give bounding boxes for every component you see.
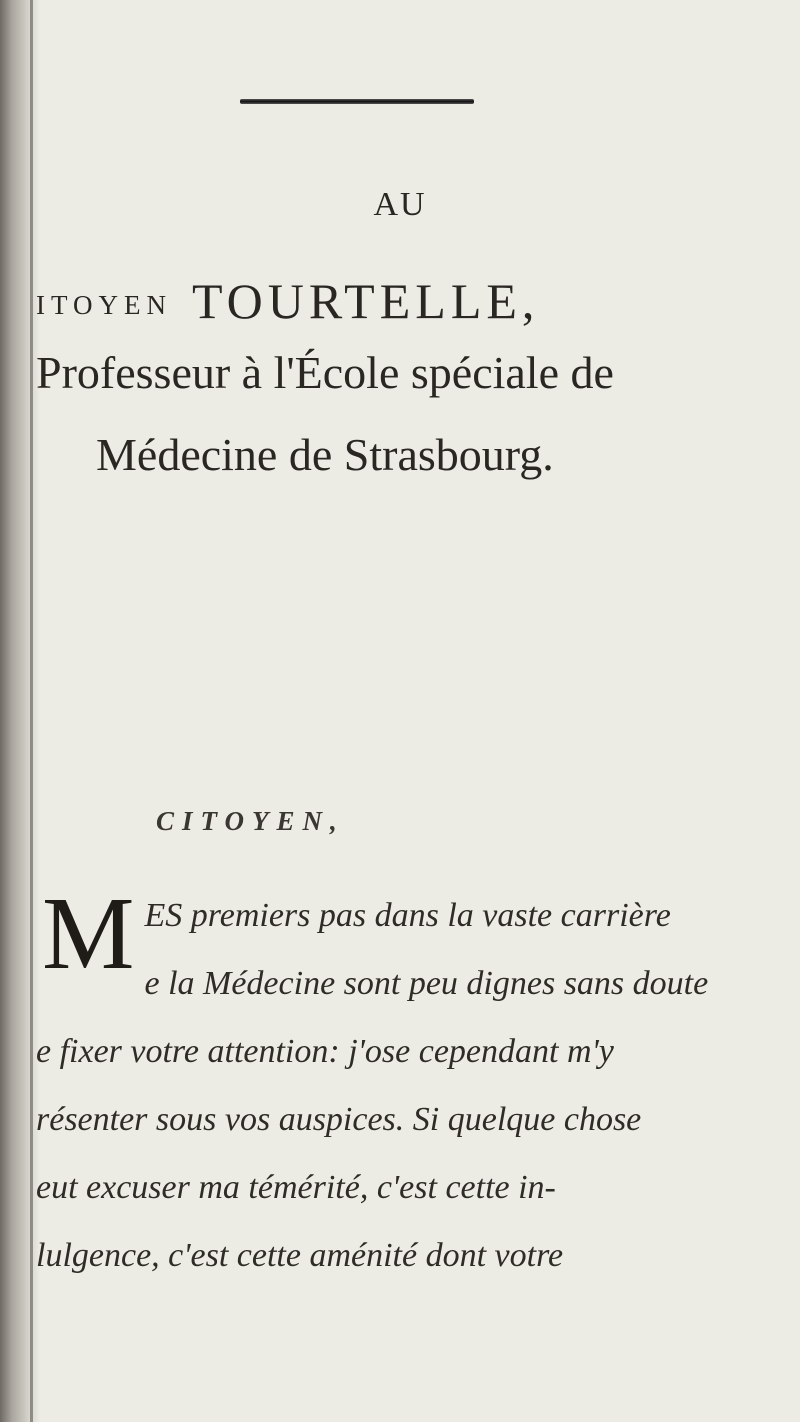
letter-line: e la Médecine sont peu dignes sans doute — [144, 965, 709, 1002]
letter-line: ES premiers pas dans la vaste carrière — [144, 897, 671, 934]
dedication-header: AU — [373, 186, 427, 223]
drop-cap: M — [42, 876, 135, 991]
letter-line: lulgence, c'est cette aménité dont votre — [36, 1237, 564, 1274]
letter-body — [36, 876, 796, 1290]
dedicatee-prefix: ITOYEN — [36, 290, 172, 320]
letter-line: e fixer votre attention: j'ose cependant m'y — [36, 1033, 614, 1070]
dedicatee-title-line-1: Professeur à l'École spéciale de — [36, 347, 614, 398]
letter-salutation: CITOYEN, — [156, 806, 345, 836]
dedicatee-title-line-2: Médecine de Strasbourg. — [96, 429, 554, 480]
dedicatee-name: TOURTELLE, — [191, 273, 540, 329]
letter-line: eut excuser ma témérité, c'est cette in- — [36, 1169, 556, 1206]
letter-line: résenter sous vos auspices. Si quelque chose — [36, 1101, 642, 1138]
ornamental-rule — [240, 99, 474, 104]
dedicatee-line — [36, 272, 539, 330]
